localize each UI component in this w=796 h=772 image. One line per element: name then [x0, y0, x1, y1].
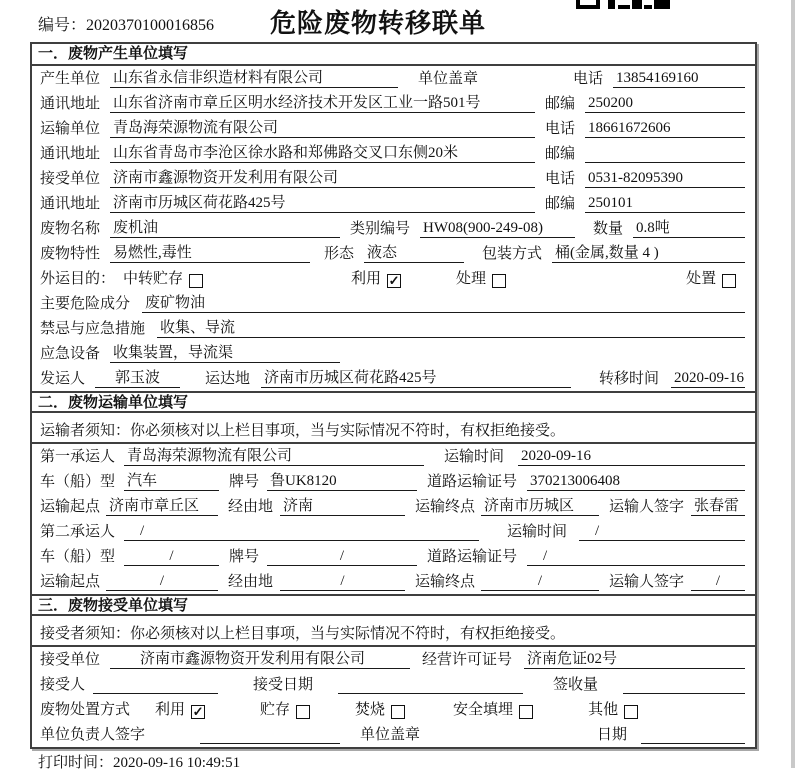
zip3-value: 250101 — [585, 195, 745, 213]
disposal-incinerate-checkbox — [391, 705, 405, 719]
disposal-storage-checkbox — [296, 705, 310, 719]
signature2-value: / — [691, 573, 745, 591]
purpose-option-dispose: 处置 — [686, 271, 717, 287]
row-responsible-signature — [32, 722, 755, 747]
purpose-label: 外运目的： — [40, 271, 116, 287]
dispose-checkbox — [722, 274, 736, 288]
addr2-value: 山东省青岛市李沧区徐水路和郑佛路交叉口东侧20米 — [110, 141, 535, 163]
row-receiver — [32, 166, 755, 191]
addr1-value: 山东省济南市章丘区明水经济技术开发区工业一路501号 — [110, 91, 535, 113]
vehicle2-label: 车（船）型 — [40, 549, 116, 565]
producer-label: 产生单位 — [40, 71, 101, 87]
origin1-value: 济南市章丘区 — [106, 494, 218, 516]
road-permit2-label: 道路运输证号 — [427, 549, 518, 565]
measures-value: 收集、导流 — [157, 316, 745, 338]
utilize-checkbox: ✓ — [388, 273, 400, 288]
phone2-label: 电话 — [545, 121, 576, 137]
characteristic-value: 易燃性,毒性 — [110, 241, 310, 263]
receive-unit-label: 接受单位 — [40, 652, 101, 668]
road-permit1-label: 道路运输证号 — [427, 474, 518, 490]
date-value — [641, 726, 745, 744]
row-receive-person — [32, 672, 755, 697]
section2-heading: 二．废物运输单位填写 — [32, 391, 755, 413]
phone2-value: 18661672606 — [585, 120, 745, 138]
endpoint1-label: 运输终点 — [415, 499, 476, 515]
row-waste-character — [32, 241, 755, 266]
zip3-label: 邮编 — [545, 196, 576, 212]
characteristic-label: 废物特性 — [40, 246, 101, 262]
print-time-label: 打印时间： — [38, 755, 114, 771]
signed-qty-label: 签收量 — [553, 677, 599, 693]
unit-seal-label: 单位盖章 — [418, 71, 479, 87]
road-permit2-value: / — [527, 548, 745, 566]
purpose-option-treat: 处理 — [456, 271, 487, 287]
scrollbar-track[interactable] — [791, 0, 795, 768]
row-hazard-component — [32, 291, 755, 316]
receiver-value: 济南市鑫源物资开发利用有限公司 — [110, 166, 535, 188]
road-permit1-value: 370213006408 — [527, 473, 745, 491]
row-emergency-equipment — [32, 341, 755, 366]
form-state-label: 形态 — [324, 246, 355, 262]
row-carrier2 — [32, 519, 755, 544]
disposal-utilize-checkbox: ✓ — [192, 704, 204, 719]
carrier2-value: / — [124, 523, 479, 541]
via2-value: / — [280, 573, 405, 591]
print-time-value: 2020-09-16 10:49:51 — [113, 755, 241, 771]
responsible-value — [200, 726, 340, 744]
transport-time1-label: 运输时间 — [444, 449, 505, 465]
transport-time2-value: / — [579, 523, 745, 541]
waste-name-value: 废机油 — [110, 216, 340, 238]
row-transporter-address — [32, 141, 755, 166]
form-title: 危险废物转移联单 — [269, 9, 486, 38]
shipper-label: 发运人 — [40, 371, 86, 387]
addr2-label: 通讯地址 — [40, 146, 101, 162]
print-time — [38, 751, 240, 772]
row-producer — [32, 66, 755, 91]
receive-person-label: 接受人 — [40, 677, 86, 693]
row-producer-address — [32, 91, 755, 116]
disposal-option-landfill: 安全填埋 — [453, 702, 514, 718]
packaging-value: 桶(金属,数量 4 ) — [552, 241, 745, 263]
origin2-value: / — [106, 573, 218, 591]
disposal-option-incinerate: 焚烧 — [355, 702, 386, 718]
addr3-label: 通讯地址 — [40, 196, 101, 212]
row-shipper — [32, 366, 755, 391]
disposal-other-checkbox — [624, 705, 638, 719]
row-route1 — [32, 494, 755, 519]
plate2-value: / — [267, 548, 417, 566]
row-transfer-purpose — [32, 266, 755, 291]
signature2-label: 运输人签字 — [609, 574, 685, 590]
unit-seal2-label: 单位盖章 — [360, 727, 421, 743]
zip2-label: 邮编 — [545, 146, 576, 162]
endpoint2-label: 运输终点 — [415, 574, 476, 590]
serial-label: 编号： — [38, 17, 87, 34]
disposal-landfill-checkbox — [519, 705, 533, 719]
disposal-option-utilize: 利用 — [155, 702, 186, 718]
phone3-value: 0531-82095390 — [585, 170, 745, 188]
endpoint2-value: / — [481, 573, 599, 591]
shipper-value: 郭玉波 — [95, 366, 180, 388]
transporter-value: 青岛海荣源物流有限公司 — [110, 116, 535, 138]
receive-date-label: 接受日期 — [253, 677, 314, 693]
carrier1-label: 第一承运人 — [40, 449, 116, 465]
category-code-value: HW08(900-249-08) — [420, 220, 575, 238]
vehicle1-value: 汽车 — [124, 469, 219, 491]
zip2-value — [585, 145, 745, 163]
transporter-label: 运输单位 — [40, 121, 101, 137]
signed-qty-value — [623, 676, 745, 694]
destination-value: 济南市历城区荷花路425号 — [261, 366, 571, 388]
row-waste-name — [32, 216, 755, 241]
transfer-time-label: 转移时间 — [599, 371, 660, 387]
row-disposal-method — [32, 697, 755, 722]
receive-date-value — [338, 676, 523, 694]
destination-label: 运达地 — [205, 371, 251, 387]
endpoint1-value: 济南市历城区 — [481, 494, 599, 516]
receiver-label: 接受单位 — [40, 171, 101, 187]
row-receiver-address — [32, 191, 755, 216]
storage-checkbox — [189, 274, 203, 288]
vehicle1-label: 车（船）型 — [40, 474, 116, 490]
receive-person-value — [93, 676, 218, 694]
quantity-value: 0.8吨 — [633, 216, 745, 238]
quantity-label: 数量 — [593, 221, 624, 237]
phone3-label: 电话 — [545, 171, 576, 187]
signature1-label: 运输人签字 — [609, 499, 685, 515]
plate1-value: 鲁UK8120 — [267, 469, 417, 491]
plate1-label: 牌号 — [229, 474, 260, 490]
signature1-value: 张春雷 — [691, 494, 745, 516]
treat-checkbox — [492, 274, 506, 288]
hazard-value: 废矿物油 — [142, 291, 745, 313]
form-state-value: 液态 — [364, 241, 464, 263]
carrier2-label: 第二承运人 — [40, 524, 116, 540]
origin1-label: 运输起点 — [40, 499, 101, 515]
plate2-label: 牌号 — [229, 549, 260, 565]
via1-value: 济南 — [280, 494, 405, 516]
carrier1-value: 青岛海荣源物流有限公司 — [124, 444, 424, 466]
row-transporter — [32, 116, 755, 141]
equipment-value: 收集装置，导流渠 — [110, 341, 340, 363]
disposal-option-other: 其他 — [588, 702, 619, 718]
row-emergency-measures — [32, 316, 755, 341]
producer-value: 山东省永信非织造材料有限公司 — [110, 66, 398, 88]
responsible-label: 单位负责人签字 — [40, 727, 146, 743]
phone1-value: 13854169160 — [613, 70, 745, 88]
purpose-option-utilize: 利用 — [351, 271, 382, 287]
disposal-option-storage: 贮存 — [260, 702, 291, 718]
zip1-value: 250200 — [585, 95, 745, 113]
origin2-label: 运输起点 — [40, 574, 101, 590]
hazard-label: 主要危险成分 — [40, 296, 131, 312]
via2-label: 经由地 — [228, 574, 274, 590]
row-route2 — [32, 569, 755, 594]
addr1-label: 通讯地址 — [40, 96, 101, 112]
purpose-option-storage: 中转贮存 — [123, 271, 184, 287]
addr3-value: 济南市历城区荷花路425号 — [110, 191, 535, 213]
row-vehicle2 — [32, 544, 755, 569]
phone1-label: 电话 — [573, 71, 604, 87]
serial-value: 2020370100016856 — [86, 17, 215, 34]
zip1-label: 邮编 — [545, 96, 576, 112]
equipment-label: 应急设备 — [40, 346, 101, 362]
disposal-label: 废物处置方式 — [40, 702, 131, 718]
section1-heading: 一．废物产生单位填写 — [32, 44, 755, 66]
row-receive-unit — [32, 647, 755, 672]
row-carrier1 — [32, 444, 755, 469]
row-vehicle1 — [32, 469, 755, 494]
transport-time1-value: 2020-09-16 — [518, 448, 745, 466]
waste-name-label: 废物名称 — [40, 221, 101, 237]
transport-time2-label: 运输时间 — [507, 524, 568, 540]
receive-unit-value: 济南市鑫源物资开发利用有限公司 — [110, 647, 410, 669]
via1-label: 经由地 — [228, 499, 274, 515]
manifest-form — [30, 42, 757, 749]
date-label: 日期 — [597, 727, 628, 743]
license-value: 济南危证02号 — [524, 647, 745, 669]
transfer-time-value: 2020-09-16 — [671, 370, 745, 388]
license-label: 经营许可证号 — [422, 652, 513, 668]
vehicle2-value: / — [124, 548, 219, 566]
category-code-label: 类别编号 — [350, 221, 411, 237]
transporter-notice: 运输者须知：你必须核对以上栏目事项，当与实际情况不符时，有权拒绝接受。 — [32, 413, 755, 444]
section3-heading: 三．废物接受单位填写 — [32, 594, 755, 616]
measures-label: 禁忌与应急措施 — [40, 321, 146, 337]
packaging-label: 包装方式 — [482, 246, 543, 262]
receiver-notice: 接受者须知：你必须核对以上栏目事项，当与实际情况不符时，有权拒绝接受。 — [32, 616, 755, 647]
